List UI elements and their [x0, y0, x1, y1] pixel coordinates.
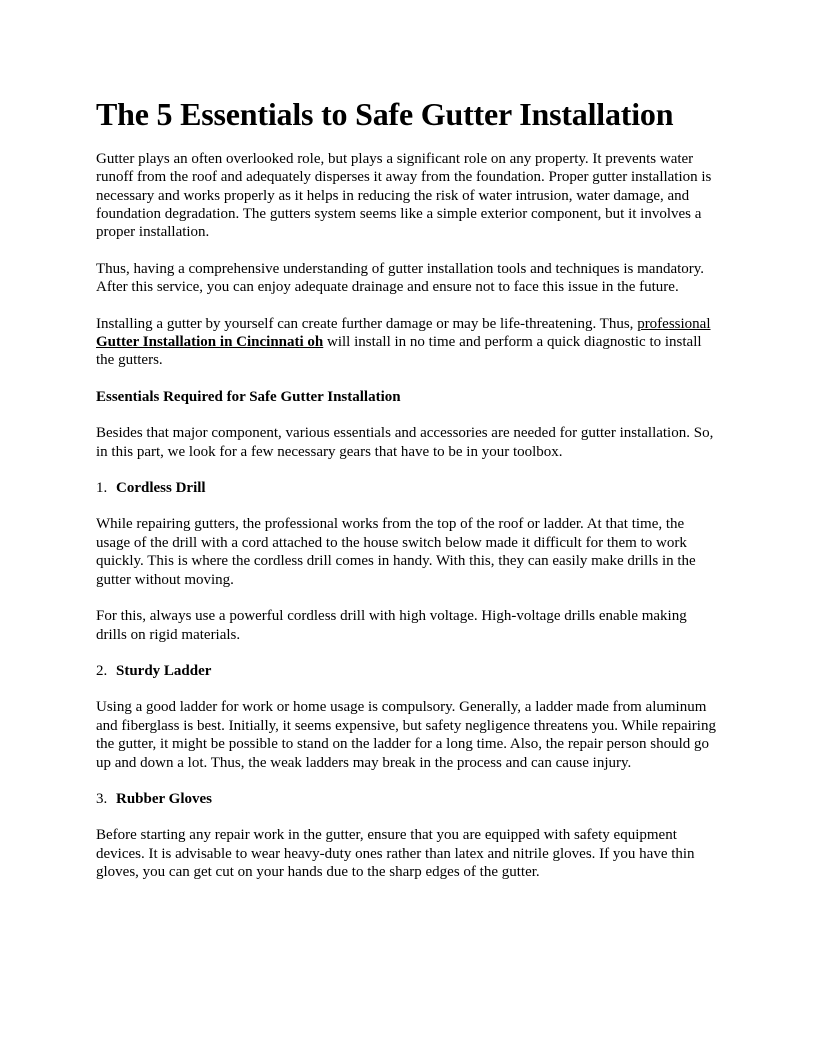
professional-paragraph — [96, 315, 720, 370]
section-intro-paragraph: Besides that major component, various essentials and accessories are needed for gutter installation. So, in this part, we look for a few necessary gears that have to be in your toolbox. — [96, 425, 714, 460]
professional-paragraph-tail: will install in no time and perform a quick diagnostic to install the gutters. — [96, 334, 702, 369]
section-heading: Essentials Required for Safe Gutter Installation — [96, 388, 401, 405]
gutter-installation-link-text: Gutter Installation in Cincinnati oh — [96, 334, 324, 351]
list-item-paragraph: For this, always use a powerful cordless drill with high voltage. High-voltage drills enable making drills on rigid materials. — [96, 608, 687, 643]
list-item-heading — [96, 790, 720, 808]
professional-paragraph-lead: Installing a gutter by yourself can create further damage or may be life-threatening. Thus, — [96, 315, 638, 332]
list-item-label: Rubber Gloves — [116, 790, 212, 807]
list-item-number: 2. — [96, 662, 108, 679]
list-item-label: Cordless Drill — [116, 480, 206, 497]
list-item-paragraph: While repairing gutters, the professional works from the top of the roof or ladder. At that time, the usage of the drill with a cord attached to the house switch below made it difficult for them to work quickly. This is where the cordless drill comes in handy. With this, they can easily make drills in the gutter without moving. — [96, 516, 696, 588]
intro-paragraph: Gutter plays an often overlooked role, but plays a significant role on any property. It prevents water runoff from the roof and adequately disperses it away from the foundation. Proper gutter installation is necessary and works properly as it helps in reducing the risk of water intrusion, water damage, and foundation degradation. The gutters system seems like a simple exterior component, but it involves a proper installation. — [96, 150, 712, 241]
list-item-heading — [96, 662, 720, 680]
page-title: The 5 Essentials to Safe Gutter Installation — [96, 96, 674, 132]
list-item-paragraph: Before starting any repair work in the gutter, ensure that you are equipped with safety equipment devices. It is advisable to wear heavy-duty ones rather than latex and nitrile gloves. If you have thin gloves, you can get cut on your hands due to the sharp edges of the gutter. — [96, 827, 695, 881]
drainage-paragraph: Thus, having a comprehensive understanding of gutter installation tools and techniques is mandatory. After this service, you can enjoy adequate drainage and ensure not to face this issue in the future. — [96, 260, 705, 296]
document-page — [96, 96, 720, 882]
gutter-installation-link-prefix: professional — [637, 315, 711, 332]
list-item-number: 3. — [96, 790, 108, 807]
list-item-number: 1. — [96, 480, 108, 497]
list-item-label: Sturdy Ladder — [116, 662, 212, 679]
list-item-heading — [96, 479, 720, 497]
list-item-paragraph: Using a good ladder for work or home usage is compulsory. Generally, a ladder made from aluminum and fiberglass is best. Initially, it seems expensive, but safety negligence threatens you. While repairing the gutter, it might be possible to stand on the ladder for a long time. Also, the repair person should go up and down a lot. Thus, the weak ladders may break in the process and can cause injury. — [96, 699, 716, 771]
